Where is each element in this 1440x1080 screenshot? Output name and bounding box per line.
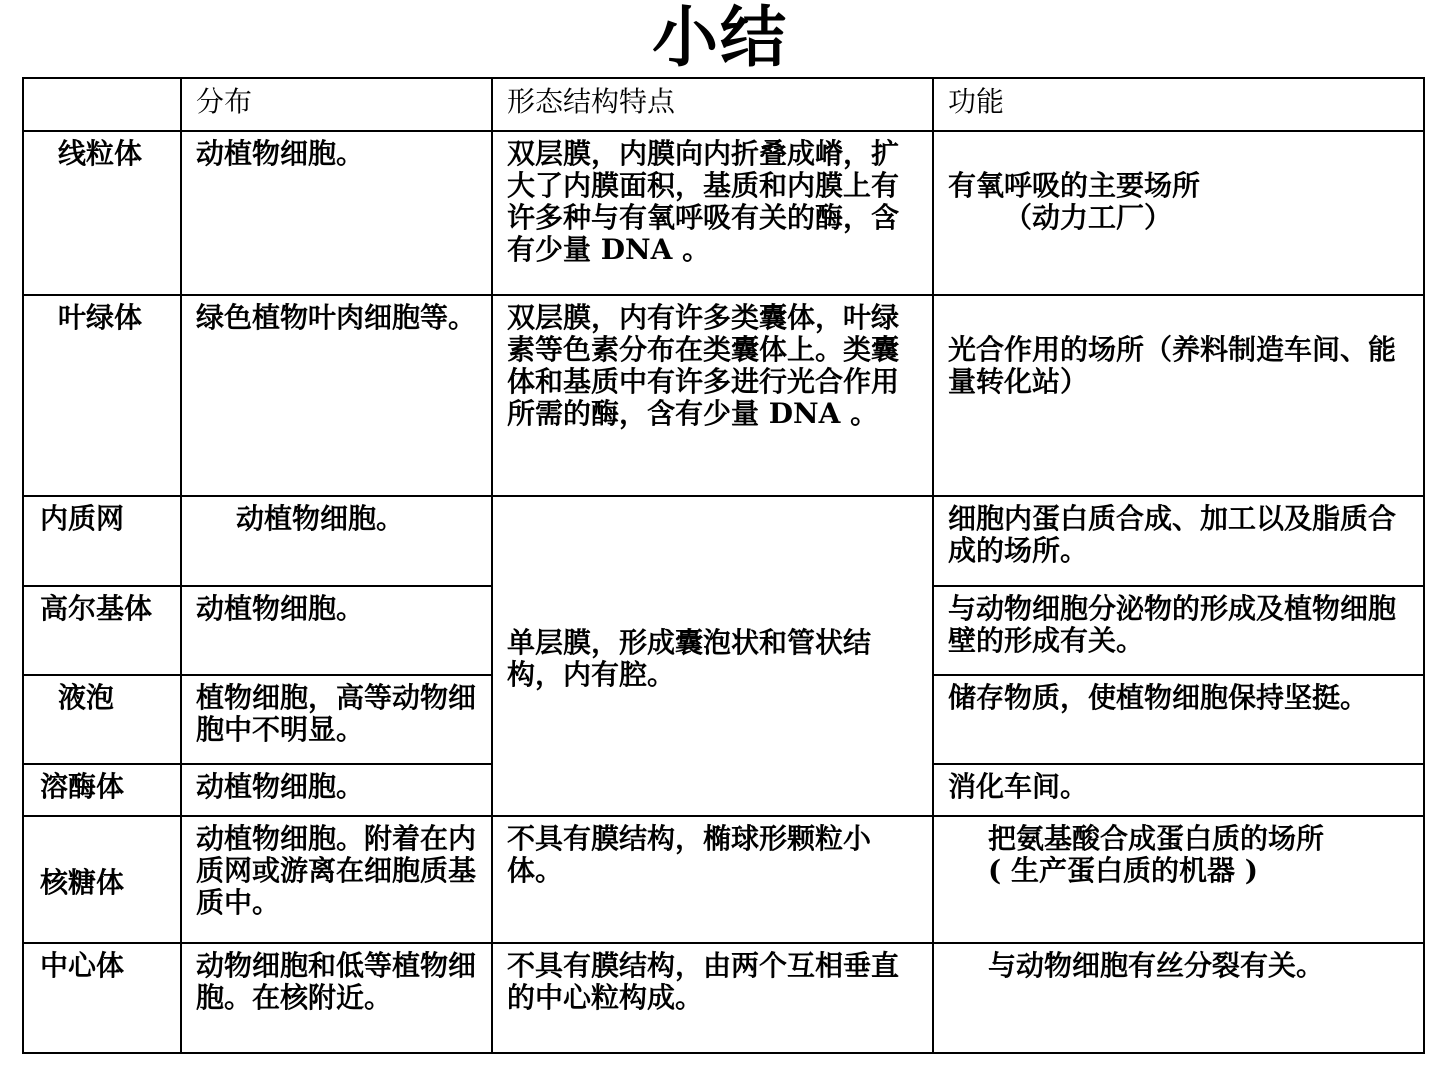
function-text: 有氧呼吸的主要场所 — [948, 169, 1201, 202]
function-cell: 与动物细胞分泌物的形成及植物细胞壁的形成有关。 — [933, 586, 1424, 675]
structure-cell-merged — [492, 496, 933, 816]
function-cell — [933, 131, 1424, 295]
function-cell: 储存物质，使植物细胞保持坚挺。 — [933, 675, 1424, 764]
distribution-cell: 绿色植物叶肉细胞等。 — [181, 295, 492, 496]
header-cell-empty — [23, 78, 181, 131]
distribution-cell: 动物细胞和低等植物细胞。在核附近。 — [181, 943, 492, 1053]
function-cell: 细胞内蛋白质合成、加工以及脂质合成的场所。 — [933, 496, 1424, 586]
table-header-row — [23, 78, 1424, 131]
table-row-centrosome — [23, 943, 1424, 1053]
distribution-cell: 动植物细胞。 — [181, 131, 492, 295]
slide-title: 小结 — [652, 0, 788, 76]
organelle-name: 内质网 — [23, 496, 181, 586]
organelle-summary-table — [22, 77, 1425, 1054]
header-cell-distribution: 分布 — [181, 78, 492, 131]
header-cell-structure: 形态结构特点 — [492, 78, 933, 131]
header-cell-function: 功能 — [933, 78, 1424, 131]
function-cell: 与动物细胞有丝分裂有关。 — [933, 943, 1424, 1053]
table-row-ribosome — [23, 816, 1424, 943]
function-subtext: （动力工厂） — [1004, 201, 1173, 234]
distribution-cell: 动植物细胞。 — [181, 496, 492, 586]
structure-cell: 不具有膜结构，椭球形颗粒小体。 — [492, 816, 933, 943]
function-cell: 消化车间。 — [933, 764, 1424, 816]
distribution-cell: 动植物细胞。 — [181, 586, 492, 675]
organelle-name: 叶绿体 — [23, 295, 181, 496]
distribution-cell: 动植物细胞。附着在内质网或游离在细胞质基质中。 — [181, 816, 492, 943]
function-subtext: ( 生产蛋白质的机器 ) — [988, 854, 1258, 887]
organelle-name: 高尔基体 — [23, 586, 181, 675]
table-row-mitochondria — [23, 131, 1424, 295]
distribution-cell: 植物细胞，高等动物细胞中不明显。 — [181, 675, 492, 764]
distribution-cell: 动植物细胞。 — [181, 764, 492, 816]
structure-cell: 双层膜，内膜向内折叠成嵴，扩大了内膜面积，基质和内膜上有许多种与有氧呼吸有关的酶，含有少量 DNA 。 — [492, 131, 933, 295]
structure-merged-text: 单层膜，形成囊泡状和管状结构，内有腔。 — [507, 626, 872, 691]
organelle-name: 液泡 — [23, 675, 181, 764]
function-text: 把氨基酸合成蛋白质的场所 — [988, 822, 1325, 855]
table-row-chloroplast — [23, 295, 1424, 496]
function-cell — [933, 816, 1424, 943]
organelle-name: 溶酶体 — [23, 764, 181, 816]
structure-cell: 不具有膜结构，由两个互相垂直的中心粒构成。 — [492, 943, 933, 1053]
table-row-er — [23, 496, 1424, 586]
function-cell: 光合作用的场所（养料制造车间、能量转化站） — [933, 295, 1424, 496]
organelle-name: 线粒体 — [23, 131, 181, 295]
organelle-name: 中心体 — [23, 943, 181, 1053]
organelle-name: 核糖体 — [23, 816, 181, 943]
structure-cell: 双层膜，内有许多类囊体，叶绿素等色素分布在类囊体上。类囊体和基质中有许多进行光合作用所需的酶，含有少量 DNA 。 — [492, 295, 933, 496]
